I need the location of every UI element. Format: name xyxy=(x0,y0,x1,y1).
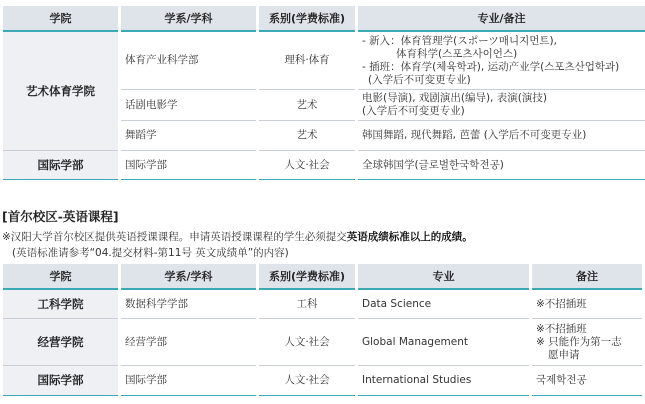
notice-emphasis: 英语成绩标准以上的成绩。 xyxy=(346,231,473,243)
category-cell: 工科 xyxy=(259,290,355,319)
department-cell: 舞蹈学 xyxy=(121,121,256,151)
table-row xyxy=(3,32,645,90)
section-title: [首尔校区-英语课程] xyxy=(2,209,119,224)
category-cell: 人文·社会 xyxy=(259,366,355,396)
college-cell: 艺术体育学院 xyxy=(3,32,118,151)
notes-cell: 국제학전공 xyxy=(532,366,642,396)
col-header-category: 系别(学费标准) xyxy=(259,264,355,290)
notes-cell xyxy=(358,90,645,121)
col-header-category: 系别(学费标准) xyxy=(259,6,355,32)
english-standard-reference: (英语标准请参考“04.提交材料-第11号 英文成绩单”的内容) xyxy=(12,247,289,259)
college-cell: 国际学部 xyxy=(3,366,118,396)
note-line: - 插班：体育学(체육학과), 运动产业学(스포츠산업학과) xyxy=(362,60,620,73)
department-cell: 经营学部 xyxy=(121,319,256,366)
department-cell: 话剧电影学 xyxy=(121,90,256,121)
note-line: 愿申请 xyxy=(548,348,580,361)
major-cell: Global Management xyxy=(358,319,529,366)
notes-cell xyxy=(532,319,642,366)
notes-cell: 韩国舞蹈, 现代舞蹈, 芭蕾 (入学后不可变更专业) xyxy=(358,121,645,151)
table-row xyxy=(3,319,642,366)
note-line: ※不招插班 xyxy=(536,322,587,335)
table-row xyxy=(3,366,642,396)
col-header-notes: 备注 xyxy=(532,264,642,290)
col-header-college: 学院 xyxy=(3,264,118,290)
note-line: 体育科学(스포츠사이언스) xyxy=(396,47,518,60)
col-header-major: 专业 xyxy=(358,264,529,290)
table-row xyxy=(3,290,642,319)
arts-college-table xyxy=(0,6,645,180)
english-course-notice xyxy=(2,229,473,244)
department-cell: 体育产业科学部 xyxy=(121,32,256,90)
department-cell: 国际学部 xyxy=(121,366,256,396)
department-cell: 国际学部 xyxy=(121,151,256,180)
department-cell: 数据科学学部 xyxy=(121,290,256,319)
table-row xyxy=(3,151,645,180)
category-cell: 人文·社会 xyxy=(259,319,355,366)
category-cell: 人文·社会 xyxy=(259,151,355,180)
college-cell: 工科学院 xyxy=(3,290,118,319)
category-cell: 艺术 xyxy=(259,90,355,121)
col-header-department: 学系/学科 xyxy=(121,6,256,32)
english-course-table xyxy=(0,264,645,396)
notes-cell xyxy=(358,32,645,90)
major-cell: Data Science xyxy=(358,290,529,319)
col-header-department: 学系/学科 xyxy=(121,264,256,290)
col-header-college: 学院 xyxy=(3,6,118,32)
note-line: ※ 只能作为第一志 xyxy=(536,335,622,348)
note-line: (入学后不可变更专业) xyxy=(362,105,465,117)
col-header-major-notes: 专业/备注 xyxy=(358,6,645,32)
notes-cell: ※不招插班 xyxy=(532,290,642,319)
notice-text: ※汉阳大学首尔校区提供英语授课课程。申请英语授课课程的学生必须提交 xyxy=(2,231,347,243)
note-line: 电影(导演), 戏剧演出(编导), 表演(演技) xyxy=(362,92,547,104)
category-cell: 理科·体育 xyxy=(259,32,355,90)
category-cell: 艺术 xyxy=(259,121,355,151)
college-cell: 经营学院 xyxy=(3,319,118,366)
note-line: - 新入：体育管理学(スポーツ매니지먼트), xyxy=(362,34,557,47)
notes-cell: 全球韩国学(글로벌한국학전공) xyxy=(358,151,645,180)
note-line: (入学后不可变更专业) xyxy=(368,73,471,86)
college-cell: 国际学部 xyxy=(3,151,118,180)
major-cell: International Studies xyxy=(358,366,529,396)
